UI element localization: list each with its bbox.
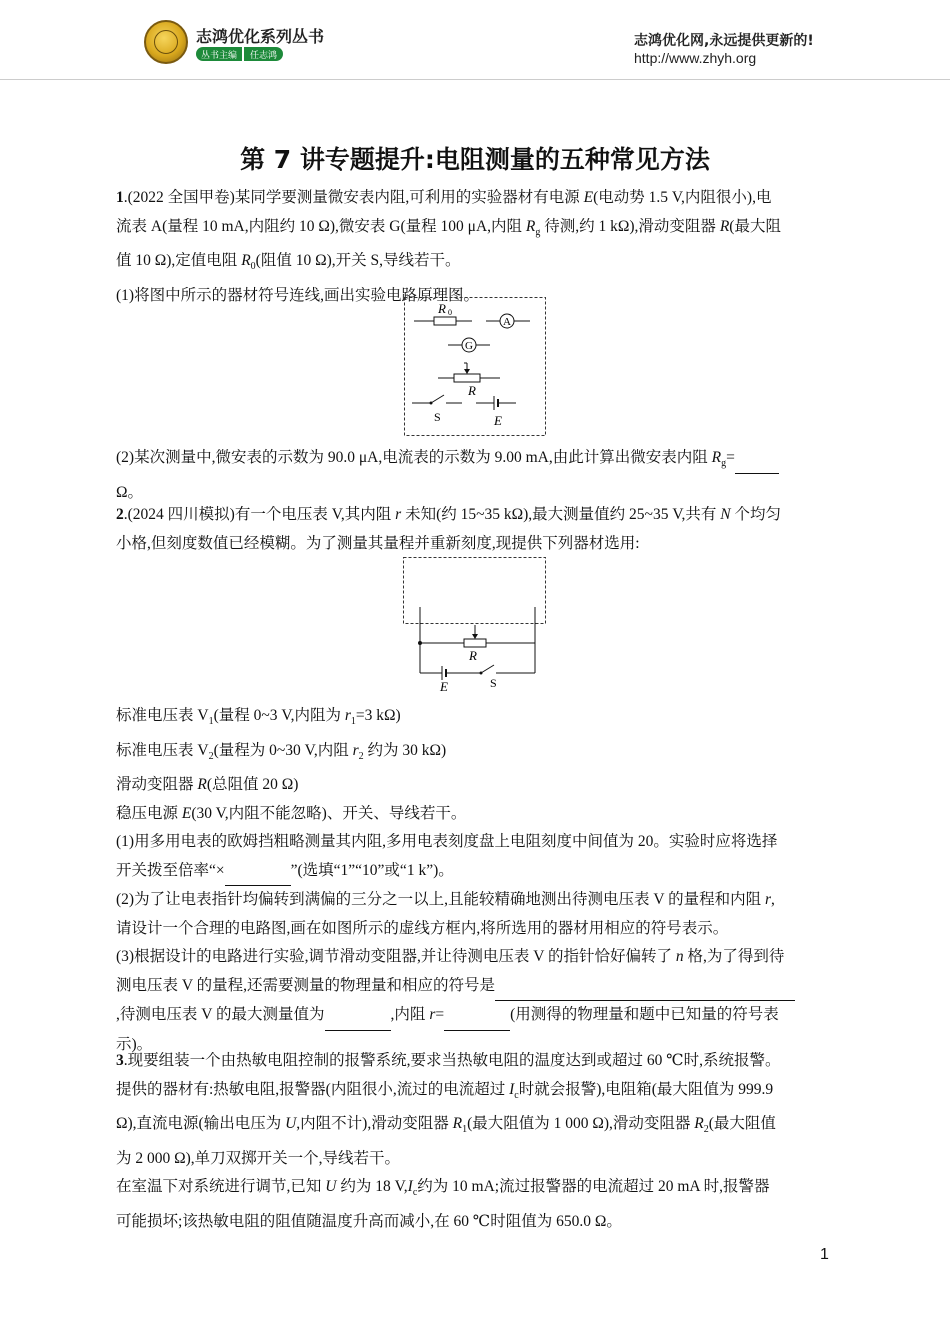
q2-switch-icon: [481, 665, 494, 673]
e-label: E: [494, 413, 502, 428]
page-header: [0, 0, 950, 80]
q2-quantity-blank[interactable]: [495, 972, 795, 1002]
q2-items: 标准电压表 $V_1$(量程 0~3 V,内阻为 $r_1=3$ kΩ) 标准电压表 $V_2$(量程为 0~30 V,内阻 $r_2$ 约为 30 kΩ) 滑动变阻器 R(总阻值 20 Ω) 稳压电源 E(30 V,内阻不能忽略)、开关、导线若干。 (1)用多用电表的欧姆挡粗略测量其内阻,多用电表刻度盘上电阻刻度中间值为 20。实验时应将选择 开关拨至倍率“× ”(选填“1”“10”或“1 k”)。 (2)为了让电表指针均偏转到满偏的三分之一以上,且能较精确地测出待测电压表 V 的量程和内阻 r, 请设计一个合理的电路图,画在如图所示的虚线方框内,将所选用的器材用相应的符号表示。 (3)根据设计的电路进行实验,调节滑动变阻器,并让待测电压表 V 的指针恰好偏转了 n 格,为了得到待 测电压表 V 的量程,还需要测量的物理量和相应的符号是 ,待测电压表 V 的最大测量值为 ,内阻 r= (用测得的物理量和题中已知量的符号表 示)。: [116, 702, 836, 1059]
switch-icon: [431, 395, 444, 403]
q2-circuit-figure: [400, 555, 550, 695]
rheostat-icon: [454, 374, 480, 382]
q2-e-label: E: [440, 679, 448, 694]
r-label: R: [468, 383, 476, 398]
q2-stem: 2.(2024 四川模拟)有一个电压表 V,其内阻 r 未知(约 15~35 kΩ),最大测量值约 25~35 V,共有 N 个均匀 小格,但刻度数值已经模糊。为了测量其量程并重新刻度,现提供下列器材选用:: [116, 506, 781, 552]
page-number: 1: [820, 1246, 829, 1263]
q1-part2: (2)某次测量中,微安表的示数为 90.0 μA,电流表的示数为 9.00 mA,由此计算出微安表内阻 $R_g=$ Ω。: [116, 444, 836, 507]
q3-stem: 3.现要组装一个由热敏电阻控制的报警系统,要求当热敏电阻的温度达到或超过 60 ℃时,系统报警。 提供的器材有:热敏电阻,报警器(内阻很小,流过的电流超过 $I_c$时就会报警),电阻箱(最大阻值为 999.9 Ω),直流电源(输出电压为 U,内阻不计),滑动变阻器 $R_1$(最大阻值为 1 000 Ω),滑动变阻器 $R_2$(最大阻值 为 2 000 Ω),单刀双掷开关一个,导线若干。 在室温下对系统进行调节,已知 U 约为 18 $V,I_c$约为 10 mA;流过报警器的电流超过 20 mA 时,报警器 可能损坏;该热敏电阻的阻值随温度升高而减小,在 60 ℃时阻值为 650.0 Ω。: [116, 1052, 781, 1230]
series-name: 志鸿优化系列丛书: [196, 27, 325, 46]
svg-text:A: A: [503, 316, 511, 328]
q2-rheostat-icon: [464, 639, 486, 647]
q2-r-label: R: [469, 648, 477, 663]
q2-dashed-box: [404, 558, 546, 624]
q1-answer-blank[interactable]: [735, 444, 779, 474]
header-divider: [0, 79, 950, 80]
series-logo-icon: [144, 20, 188, 64]
svg-text:0: 0: [448, 308, 452, 317]
q1-stem: 1.(2022 全国甲卷)某同学要测量微安表内阻,可利用的实验器材有电源 E(电动势 1.5 V,内阻很小),电 流表 A(量程 10 mA,内阻约 10 Ω),微安表 G(量程 100 μA,内阻 $R_g$ 待测,约 1 kΩ),滑动变阻器 R(最大阻 值 10 Ω),定值电阻 $R_0$(阻值 10 Ω),开关 S,导线若干。 (1)将图中所示的器材符号连线,画出实验电路原理图。: [116, 189, 781, 304]
q2-range-blank[interactable]: [325, 1001, 391, 1031]
editor-label: 丛书主编: [196, 47, 242, 61]
q1-component-figure: [404, 297, 546, 437]
page-title: 第 7 讲专题提升:电阻测量的五种常见方法: [240, 145, 710, 174]
editor-name: 任志鸿: [244, 47, 283, 61]
q2-s-label: S: [490, 676, 497, 690]
r0-label: R: [438, 301, 446, 316]
q2-resistance-blank[interactable]: [444, 1001, 510, 1031]
s-label: S: [434, 410, 441, 424]
q2-multiplier-blank[interactable]: [225, 857, 291, 887]
svg-text:G: G: [465, 340, 473, 352]
header-slogan: 志鸿优化网,永远提供更新的!: [634, 33, 814, 49]
header-url[interactable]: http://www.zhyh.org: [634, 50, 757, 66]
r0-resistor-icon: [434, 317, 456, 325]
q1-part1: (1)将图中所示的器材符号连线,画出实验电路原理图。: [116, 286, 479, 304]
editor-tag: [196, 47, 283, 61]
